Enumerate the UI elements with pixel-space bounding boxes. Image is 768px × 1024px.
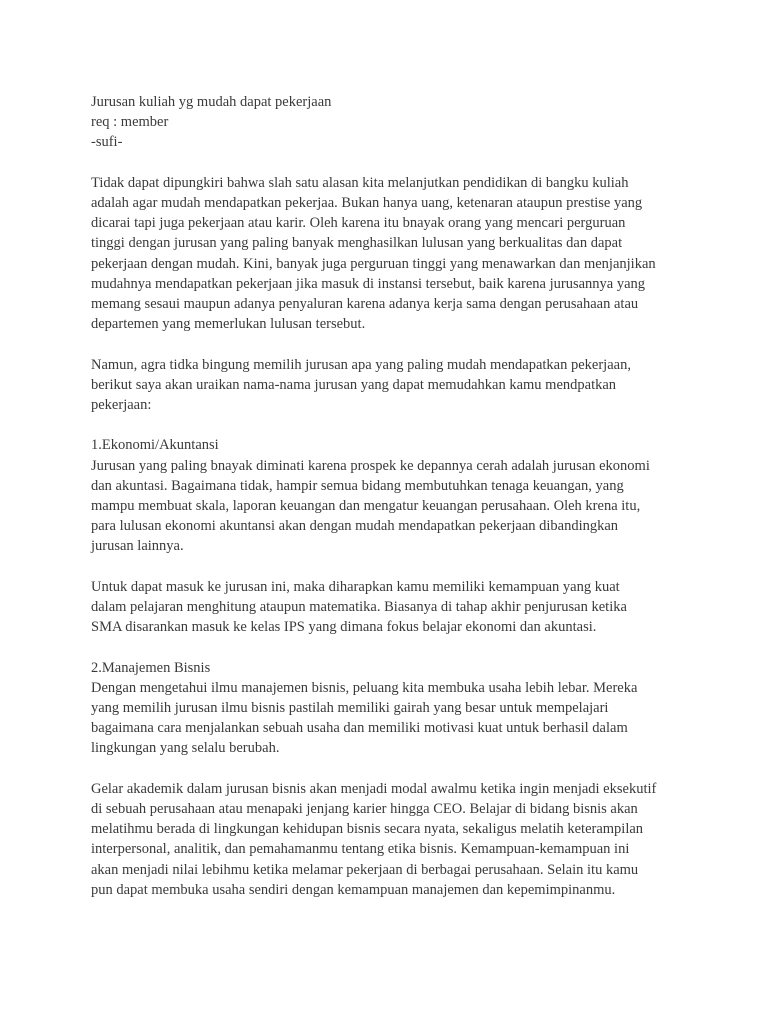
text-line: mudahnya mendapatkan pekerjaan jika masuk di instansi tersebut, baik karena jurusannya yang [91, 275, 646, 292]
text-line: memang sesaui maupun adanya penyaluran karena adanya kerja sama dengan perusahaan atau [91, 296, 639, 313]
text-line: lingkungan yang selalu berubah. [91, 740, 280, 757]
document-page [91, 92, 691, 920]
paragraph [91, 173, 691, 335]
text-line: adalah agar mudah mendapatkan pekerjaa. Bukan hanya uang, ketenaran ataupun prestise yang [91, 195, 643, 211]
paragraph [91, 355, 691, 416]
text-line: pekerjaan: [91, 397, 152, 414]
paragraph [91, 779, 691, 900]
text-line: di sebuah perusahaan atau menapaki jenjang karier hingga CEO. Belajar di bidang bisnis akan [91, 801, 638, 818]
text-line: Tidak dapat dipungkiri bahwa slah satu alasan kita melanjutkan pendidikan di bangku kuliah [91, 174, 629, 191]
text-line: Namun, agra tidka bingung memilih jurusan apa yang paling mudah mendapatkan pekerjaan, [91, 356, 631, 373]
paragraph [91, 577, 691, 638]
text-line: bagaimana cara menjalankan sebuah usaha dan memiliki motivasi kuat untuk berhasil dalam [91, 720, 628, 737]
text-line: Jurusan yang paling bnayak diminati karena prospek ke depannya cerah adalah jurusan ekonomi [91, 457, 650, 474]
text-line: akan menjadi nilai lebihmu ketika melamar pekerjaan di berbagai perusahaan. Selain itu kamu [91, 861, 639, 878]
text-line: jurusan lainnya. [91, 538, 184, 555]
paragraph [91, 435, 691, 556]
text-line: dicarai tapi juga pekerjaan atau karir. Oleh karena itu bnayak orang yang mencari perguruan [91, 215, 626, 232]
text-line: para lulusan ekonomi akuntansi akan dengan mudah mendapatkan pekerjaan dibandingkan [91, 518, 619, 535]
request-line: req : member [91, 114, 169, 131]
text-line: departemen yang memerlukan lulusan tersebut. [91, 316, 366, 333]
text-line: mampu membuat skala, laporan keuangan dan mengatur keuangan perusahaan. Oleh krena itu, [91, 498, 641, 515]
document-body [91, 173, 691, 900]
text-line: melatihmu berada di lingkungan kehidupan bisnis secara nyata, sekaligus melatih keterampilan [91, 821, 644, 838]
paragraph [91, 658, 691, 759]
text-line: berikut saya akan uraikan nama-nama jurusan yang dapat memudahkan kamu mendpatkan [91, 376, 617, 393]
text-line: 2.Manajemen Bisnis [91, 659, 211, 676]
document-header [91, 92, 691, 153]
text-line: dalam pelajaran menghitung ataupun matematika. Biasanya di tahap akhir penjurusan ketika [91, 599, 627, 616]
author-line: -sufi- [91, 134, 123, 151]
text-line: dan akuntasi. Bagaimana tidak, hampir semua bidang membutuhkan tenaga keuangan, yang [91, 477, 624, 494]
text-line: pekerjaan dengan mudah. Kini, banyak juga perguruan tinggi yang menawarkan dan menjanjikan [91, 255, 656, 272]
document-title: Jurusan kuliah yg mudah dapat pekerjaan [91, 94, 332, 110]
text-line: 1.Ekonomi/Akuntansi [91, 437, 219, 454]
text-line: SMA disarankan masuk ke kelas IPS yang dimana fokus belajar ekonomi dan akuntasi. [91, 619, 597, 636]
text-line: yang memilih jurusan ilmu bisnis pastilah memiliki gairah yang besar untuk mempelajari [91, 700, 609, 717]
text-line: pun dapat membuka usaha sendiri dengan kemampuan manajemen dan kepemimpinanmu. [91, 881, 616, 898]
text-line: Gelar akademik dalam jurusan bisnis akan menjadi modal awalmu ketika ingin menjadi eksekutif [91, 780, 657, 797]
text-line: interpersonal, analitik, dan pemahamanmu tentang etika bisnis. Kemampuan-kemampuan ini [91, 841, 630, 858]
text-line: Dengan mengetahui ilmu manajemen bisnis, peluang kita membuka usaha lebih lebar. Mereka [91, 679, 638, 696]
text-line: Untuk dapat masuk ke jurusan ini, maka diharapkan kamu memiliki kemampuan yang kuat [91, 578, 620, 595]
text-line: tinggi dengan jurusan yang paling banyak menghasilkan lulusan yang berkualitas dan dapat [91, 235, 623, 252]
